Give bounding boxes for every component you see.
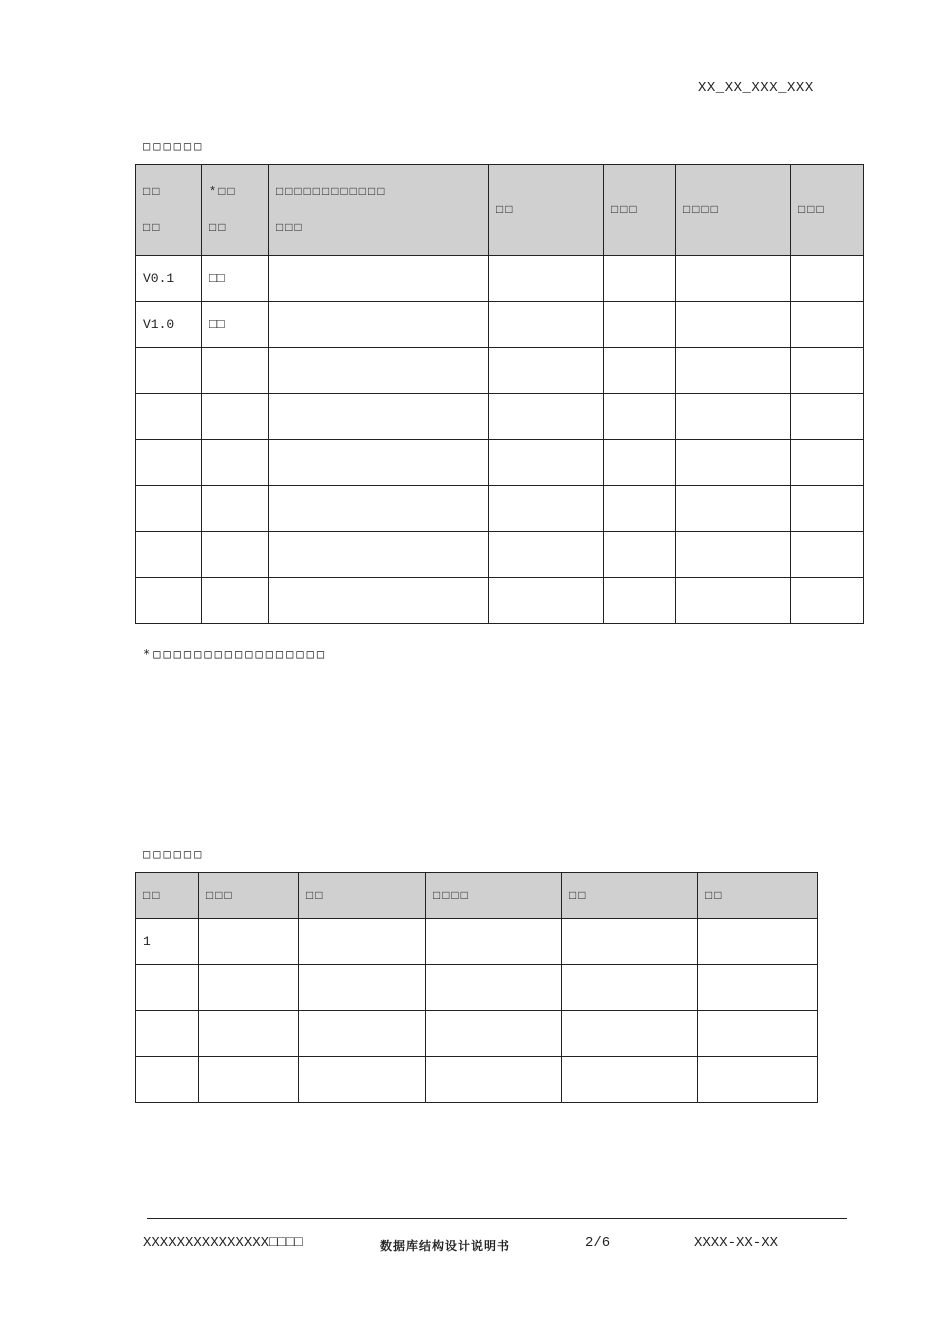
header-line: *□□ xyxy=(209,185,237,199)
revision-cell xyxy=(604,532,676,578)
revision-cell xyxy=(136,486,202,532)
revision-cell xyxy=(604,486,676,532)
revision-cell xyxy=(202,486,269,532)
footer-date: XXXX-XX-XX xyxy=(694,1235,779,1251)
review-section-title: □□□□□□ xyxy=(143,847,205,861)
review-cell xyxy=(299,919,426,965)
revision-cell xyxy=(202,440,269,486)
revision-row xyxy=(136,486,864,532)
revision-row xyxy=(136,256,864,302)
revision-cell xyxy=(136,348,202,394)
revision-row xyxy=(136,532,864,578)
revision-cell xyxy=(202,348,269,394)
review-cell xyxy=(199,919,299,965)
review-cell xyxy=(136,1057,199,1103)
revision-row xyxy=(136,394,864,440)
revision-cell: □□ xyxy=(202,256,269,302)
review-col-header: □□ xyxy=(698,873,818,919)
revision-cell: □□ xyxy=(202,302,269,348)
revision-cell xyxy=(676,486,791,532)
review-header-row xyxy=(136,873,818,919)
revision-col-header: □□ xyxy=(489,165,604,256)
revision-section-title: □□□□□□ xyxy=(143,139,205,153)
footer-divider xyxy=(147,1218,847,1219)
revision-cell xyxy=(136,440,202,486)
review-cell xyxy=(562,965,698,1011)
revision-cell xyxy=(489,256,604,302)
revision-cell xyxy=(202,394,269,440)
review-cell xyxy=(426,1011,562,1057)
review-col-header: □□ xyxy=(299,873,426,919)
revision-cell xyxy=(269,256,489,302)
revision-cell xyxy=(676,532,791,578)
revision-cell xyxy=(791,486,864,532)
review-cell xyxy=(698,1057,818,1103)
revision-cell xyxy=(269,578,489,624)
review-cell xyxy=(199,1011,299,1057)
revision-cell xyxy=(489,348,604,394)
header-line: □□□□□□□□□□□□ xyxy=(276,185,387,199)
review-row xyxy=(136,965,818,1011)
revision-cell xyxy=(136,394,202,440)
revision-row xyxy=(136,440,864,486)
revision-cell: V1.0 xyxy=(136,302,202,348)
revision-cell xyxy=(604,578,676,624)
review-cell xyxy=(698,1011,818,1057)
review-cell xyxy=(136,1011,199,1057)
review-cell xyxy=(426,919,562,965)
review-row xyxy=(136,1011,818,1057)
review-cell xyxy=(426,1057,562,1103)
footer-page-number: 2/6 xyxy=(585,1235,611,1251)
review-cell xyxy=(426,965,562,1011)
revision-cell xyxy=(269,302,489,348)
revision-cell xyxy=(604,348,676,394)
review-col-header: □□□ xyxy=(199,873,299,919)
revision-header-row xyxy=(136,165,864,256)
revision-col-header: □□□□ xyxy=(676,165,791,256)
review-cell xyxy=(299,965,426,1011)
revision-col-header xyxy=(136,165,202,256)
review-col-header: □□ xyxy=(136,873,199,919)
revision-row xyxy=(136,578,864,624)
header-line: □□ xyxy=(143,185,162,199)
revision-cell xyxy=(604,394,676,440)
header-line: □□ xyxy=(209,221,228,235)
review-table xyxy=(135,872,818,1103)
revision-cell xyxy=(791,532,864,578)
revision-history-table xyxy=(135,164,864,624)
review-row xyxy=(136,1057,818,1103)
revision-col-header: □□□ xyxy=(791,165,864,256)
review-cell xyxy=(562,919,698,965)
review-col-header: □□ xyxy=(562,873,698,919)
revision-cell xyxy=(202,578,269,624)
revision-cell xyxy=(489,440,604,486)
revision-cell xyxy=(676,302,791,348)
revision-cell xyxy=(269,486,489,532)
review-row xyxy=(136,919,818,965)
review-cell xyxy=(698,919,818,965)
revision-row xyxy=(136,302,864,348)
review-cell: 1 xyxy=(136,919,199,965)
review-cell xyxy=(299,1057,426,1103)
revision-cell xyxy=(489,394,604,440)
revision-col-header: □□□ xyxy=(604,165,676,256)
revision-cell xyxy=(676,578,791,624)
revision-cell xyxy=(791,256,864,302)
revision-cell xyxy=(604,256,676,302)
revision-cell xyxy=(269,394,489,440)
revision-cell xyxy=(269,348,489,394)
review-cell xyxy=(562,1011,698,1057)
footer-doc-title: 数据库结构设计说明书 xyxy=(380,1239,511,1253)
revision-cell xyxy=(791,578,864,624)
revision-cell xyxy=(676,394,791,440)
revision-cell xyxy=(791,394,864,440)
footer-company: XXXXXXXXXXXXXXX□□□□ xyxy=(143,1235,303,1251)
review-cell xyxy=(562,1057,698,1103)
review-cell xyxy=(199,1057,299,1103)
revision-cell xyxy=(791,440,864,486)
revision-cell xyxy=(676,256,791,302)
review-cell xyxy=(299,1011,426,1057)
revision-cell xyxy=(136,532,202,578)
review-cell xyxy=(199,965,299,1011)
revision-cell xyxy=(489,578,604,624)
revision-cell xyxy=(676,440,791,486)
revision-cell xyxy=(791,348,864,394)
revision-row xyxy=(136,348,864,394)
document-code: XX_XX_XXX_XXX xyxy=(698,80,814,96)
revision-col-header xyxy=(269,165,489,256)
review-cell xyxy=(136,965,199,1011)
revision-cell xyxy=(604,302,676,348)
header-line: □□□ xyxy=(276,221,304,235)
revision-col-header xyxy=(202,165,269,256)
revision-cell xyxy=(269,440,489,486)
revision-cell xyxy=(489,302,604,348)
revision-cell xyxy=(136,578,202,624)
revision-cell xyxy=(269,532,489,578)
header-line: □□ xyxy=(143,221,162,235)
revision-cell: V0.1 xyxy=(136,256,202,302)
review-col-header: □□□□ xyxy=(426,873,562,919)
revision-note: *□□□□□□□□□□□□□□□□□ xyxy=(143,647,328,661)
revision-cell xyxy=(489,486,604,532)
revision-cell xyxy=(791,302,864,348)
revision-cell xyxy=(489,532,604,578)
revision-cell xyxy=(604,440,676,486)
revision-cell xyxy=(676,348,791,394)
review-cell xyxy=(698,965,818,1011)
revision-cell xyxy=(202,532,269,578)
